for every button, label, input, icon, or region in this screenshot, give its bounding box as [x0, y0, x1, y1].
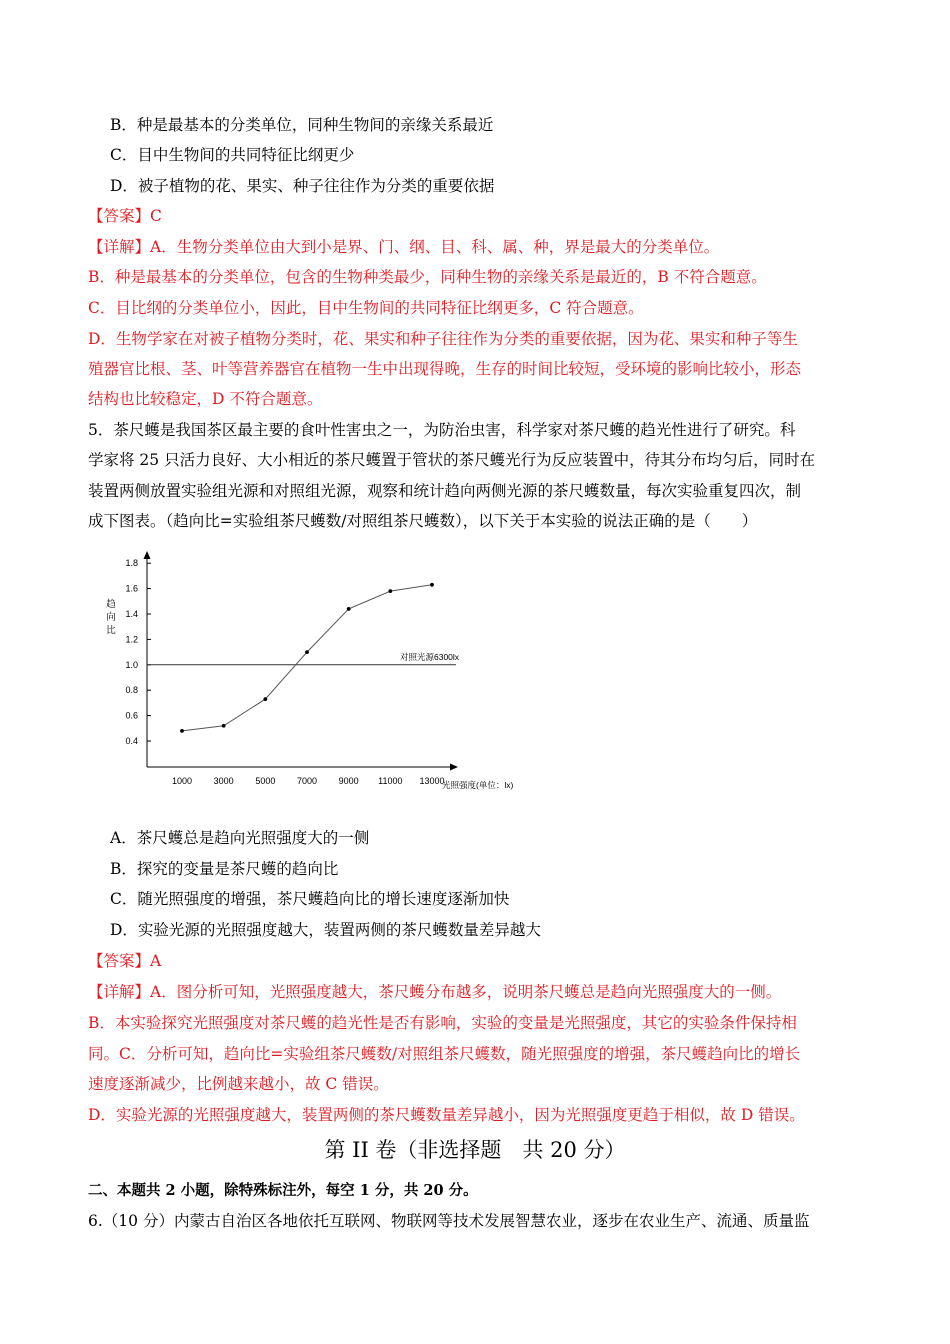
data-point [388, 589, 392, 593]
q5-detail-line: B．本实验探究光照强度对茶尺蠖的趋光性是否有影响，实验的变量是光照强度，其它的实验条件保持相 [88, 1014, 797, 1032]
y-tick-label: 0.6 [125, 710, 138, 721]
x-tick-label: 13000 [419, 776, 445, 786]
x-axis-arrow [450, 764, 458, 771]
q4-detail-line: 结构也比较稳定，D 不符合题意。 [88, 390, 323, 408]
q4-detail-line: 殖器官比根、茎、叶等营养器官在植物一生中出现得晚，生存的时间比较短，受环境的影响比较小，形态 [88, 360, 802, 378]
q4-detail-line: C．目比纲的分类单位小，因此，目中生物间的共同特征比纲更多，C 符合题意。 [88, 299, 644, 317]
data-point [222, 724, 226, 728]
x-tick-label: 5000 [255, 776, 276, 786]
q5-stem-line: 5．茶尺蠖是我国茶区最主要的食叶性害虫之一，为防治虫害，科学家对茶尺蠖的趋光性进行了研究。科 [88, 421, 796, 439]
y-tick-label: 0.4 [125, 736, 138, 746]
q5-detail-line: 同。C．分析可知，趋向比=实验组茶尺蠖数/对照组茶尺蠖数，随光照强度的增强，茶尺蠖趋向比的增长 [88, 1045, 801, 1063]
y-tick-label: 1.8 [125, 558, 138, 569]
y-tick-label: 1.2 [125, 634, 138, 645]
y-axis-arrow [144, 551, 151, 559]
data-point [180, 729, 184, 733]
q5-option-a: A．茶尺蠖总是趋向光照强度大的一侧 [110, 829, 370, 847]
y-axis-label-char: 比 [106, 625, 116, 636]
y-tick-label: 1.0 [125, 659, 138, 670]
y-tick-label: 0.8 [125, 685, 138, 696]
y-axis-label-char: 向 [106, 612, 116, 623]
q4-option-d: D．被子植物的花、果实、种子往往作为分类的重要依据 [110, 177, 495, 195]
q5-option-c: C．随光照强度的增强，茶尺蠖趋向比的增长速度逐渐加快 [110, 890, 510, 908]
x-tick-label: 7000 [296, 776, 318, 786]
q4-detail-line: 【详解】A．生物分类单位由大到小是界、门、纲、目、科、属、种，界是最大的分类单位。 [88, 238, 720, 256]
section-title: 第 II 卷（非选择题 共 20 分） [324, 1138, 626, 1162]
data-point [305, 650, 309, 654]
q5-answer: 【答案】A [88, 952, 162, 970]
q5-option-d: D．实验光源的光照强度越大，装置两侧的茶尺蠖数量差异越大 [110, 921, 541, 939]
q5-detail-line: D．实验光源的光照强度越大，装置两侧的茶尺蠖数量差异越小，因为光照强度更趋于相似，故 D 错误。 [88, 1106, 805, 1124]
x-tick-label: 11000 [378, 776, 403, 786]
x-tick-label: 1000 [171, 776, 193, 786]
q5-detail-line: 速度逐渐减少，比例越来越小，故 C 错误。 [88, 1075, 389, 1093]
data-point [263, 697, 267, 701]
data-point [347, 607, 351, 611]
q6-stem-line: 6.（10 分）内蒙古自治区各地依托互联网、物联网等技术发展智慧农业，逐步在农业生产、流通、质量监 [88, 1212, 810, 1230]
q4-option-c: C．目中生物间的共同特征比纲更少 [110, 146, 355, 164]
q4-detail-line: B．种是最基本的分类单位，包含的生物种类最少，同种生物的亲缘关系是最近的，B 不符合题意。 [88, 268, 767, 286]
section-instruction: 二、本题共 2 小题，除特殊标注外，每空 1 分，共 20 分。 [88, 1182, 478, 1199]
y-tick-label: 1.4 [125, 609, 138, 619]
x-tick-label: 3000 [213, 776, 234, 786]
q5-detail-line: 【详解】A．图分析可知，光照强度越大，茶尺蠖分布越多，说明茶尺蠖总是趋向光照强度大的一侧。 [88, 983, 782, 1001]
x-tick-label: 9000 [338, 776, 359, 786]
q5-stem-line: 成下图表。（趋向比=实验组茶尺蠖数/对照组茶尺蠖数），以下关于本实验的说法正确的是（ ） [88, 512, 758, 530]
q5-option-b: B．探究的变量是茶尺蠖的趋向比 [110, 860, 339, 878]
series-line [182, 585, 432, 731]
y-tick-label: 1.6 [125, 583, 138, 594]
phototaxis-line-chart [100, 545, 540, 805]
q5-stem-line: 学家将 25 只活力良好、大小相近的茶尺蠖置于管状的茶尺蠖光行为反应装置中，待其分布均匀后，同时在 [88, 451, 816, 469]
reference-line-label: 对照光源6300lx [400, 651, 460, 662]
y-axis-label-char: 趋 [106, 599, 116, 610]
x-axis-label: 光照强度(单位：lx) [442, 780, 514, 790]
q4-answer: 【答案】C [88, 207, 162, 225]
q4-detail-line: D．生物学家在对被子植物分类时，花、果实和种子往往作为分类的重要依据，因为花、果实和种子等生 [88, 330, 798, 348]
data-point [430, 583, 434, 587]
q4-option-b: B．种是最基本的分类单位，同种生物间的亲缘关系最近 [110, 116, 494, 134]
q5-stem-line: 装置两侧放置实验组光源和对照组光源，观察和统计趋向两侧光源的茶尺蠖数量，每次实验重复四次，制 [88, 482, 802, 500]
